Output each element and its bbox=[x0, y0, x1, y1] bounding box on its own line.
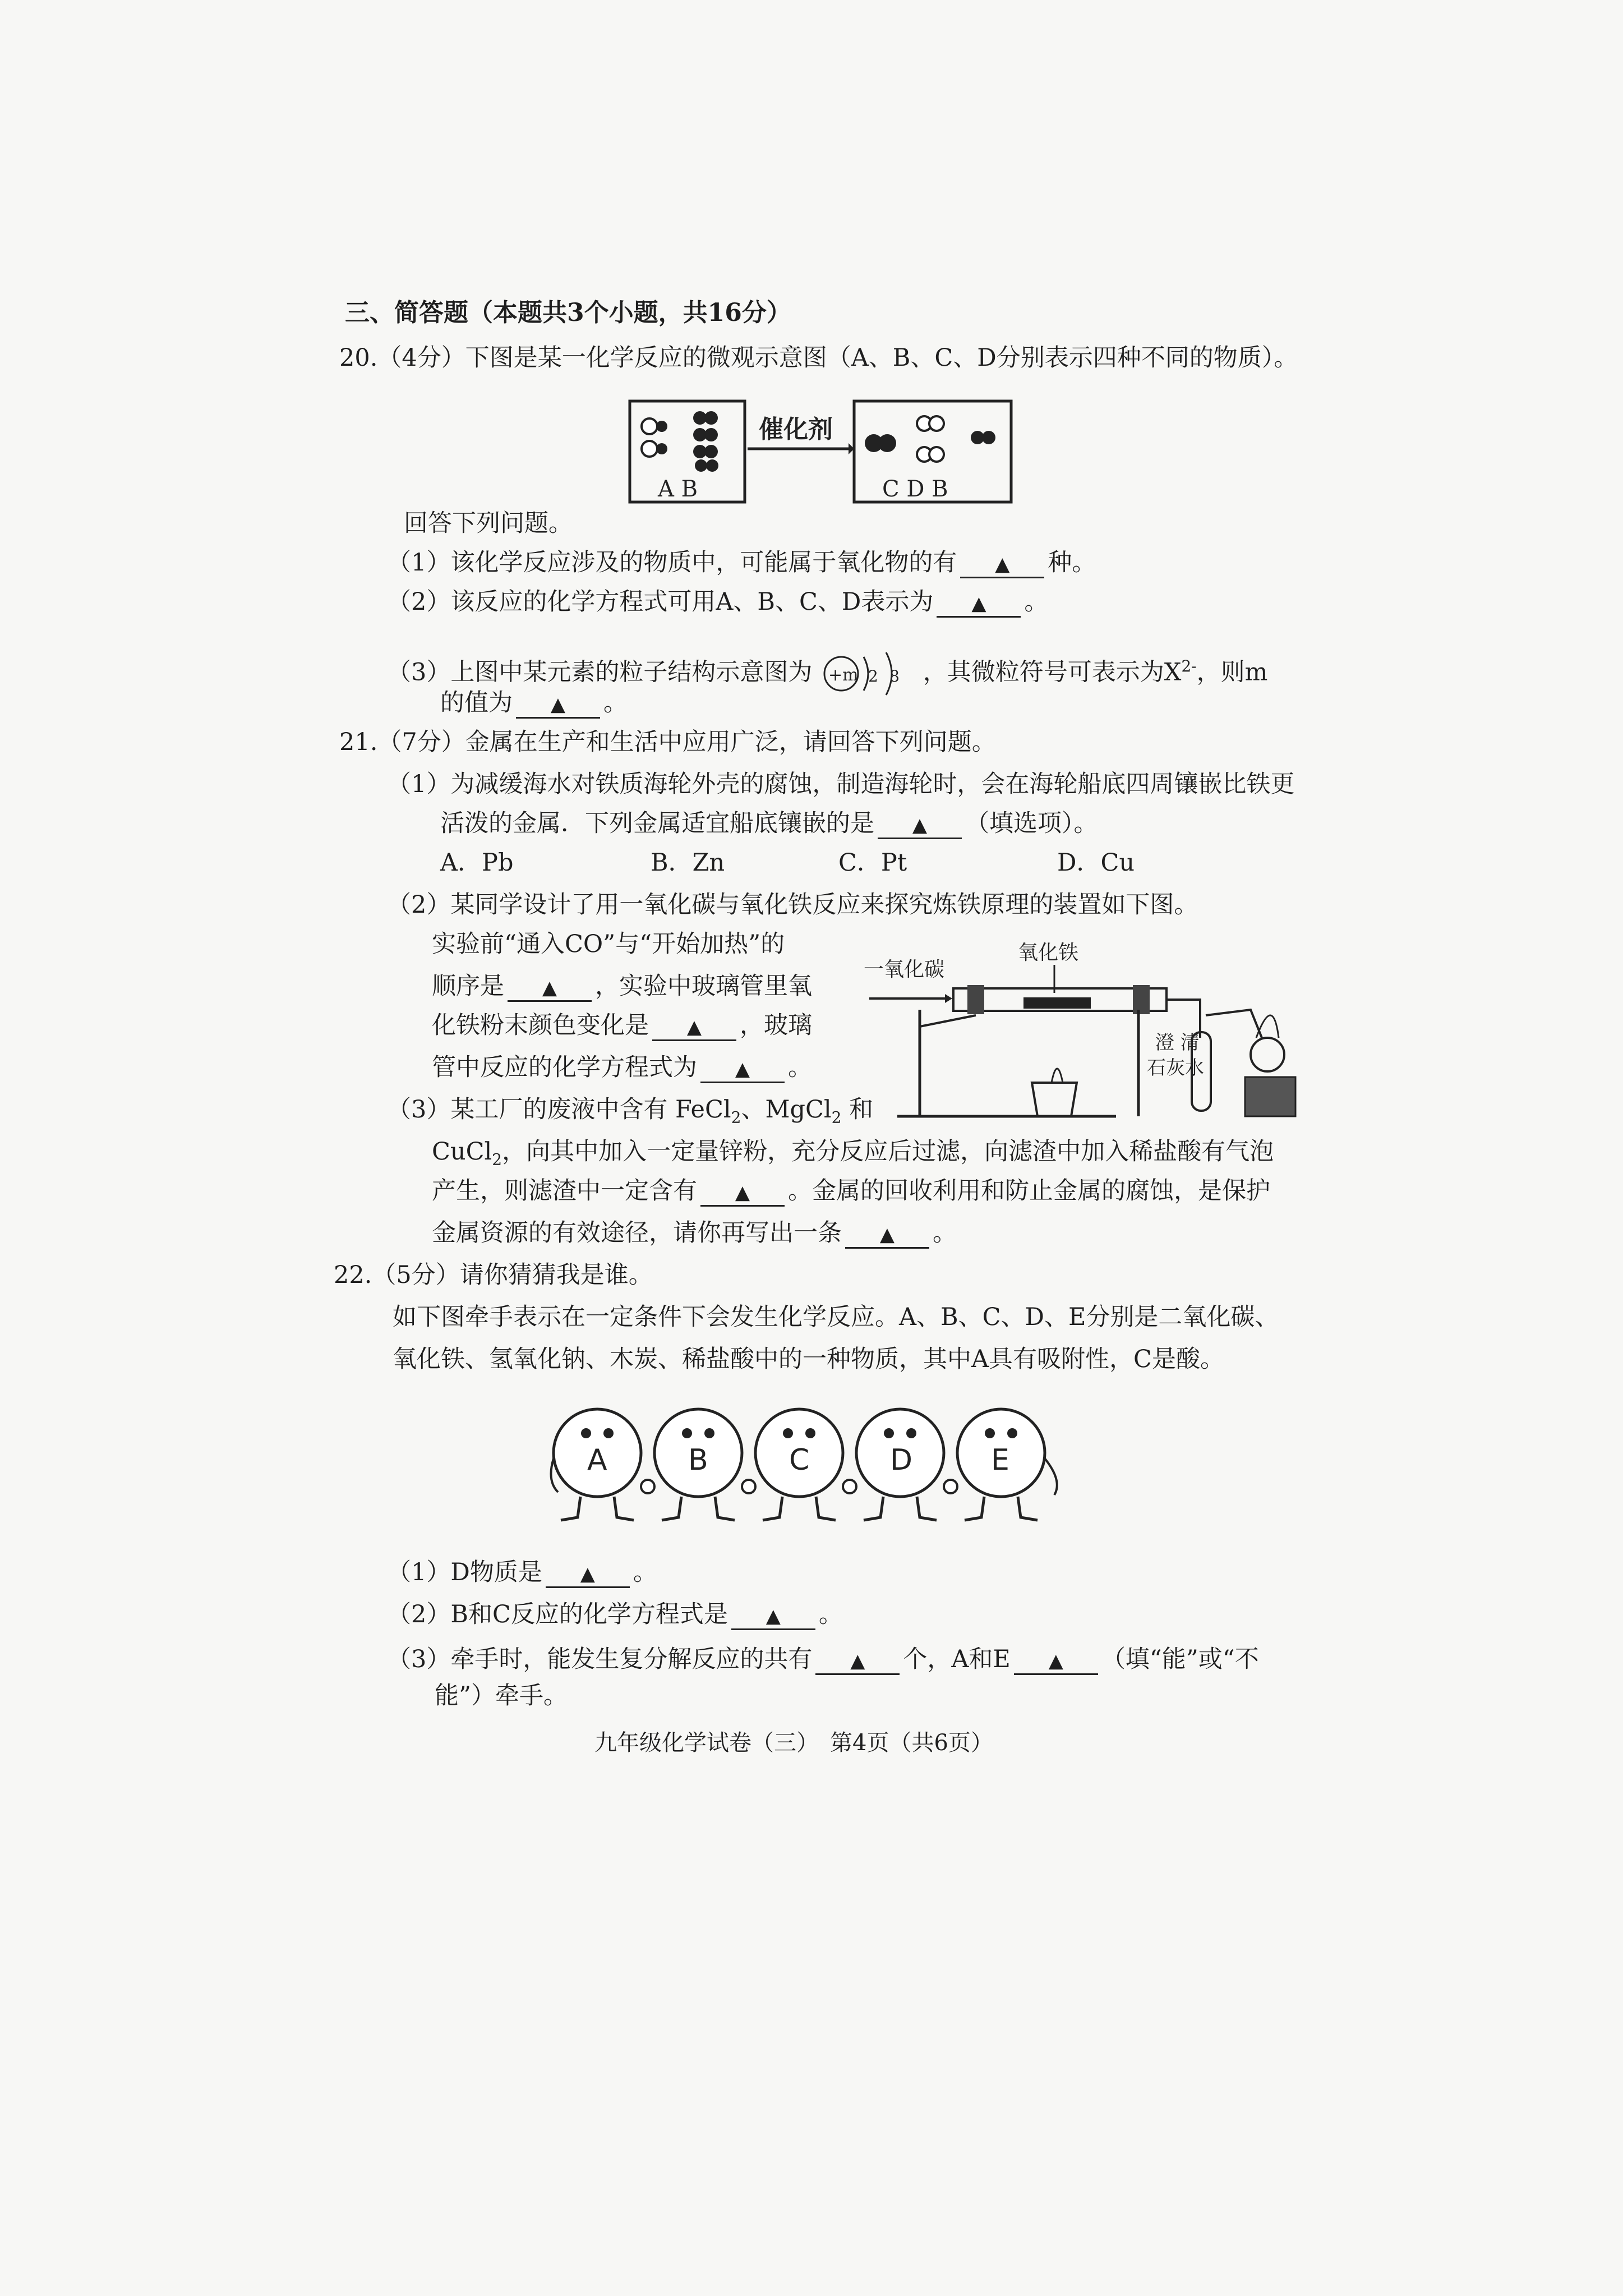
q21-part2-line5: 管中反应的化学方程式为 ▲ 。 bbox=[432, 1052, 812, 1083]
hand-holding-figure bbox=[547, 1397, 1068, 1531]
q21-option-a[interactable]: A．Pb bbox=[440, 849, 514, 877]
answer-blank[interactable]: ▲ bbox=[508, 974, 592, 1002]
character-c-icon bbox=[755, 1409, 843, 1520]
svg-text:2: 2 bbox=[868, 667, 878, 686]
alcohol-lamp-icon bbox=[1032, 1083, 1077, 1116]
svg-text:B: B bbox=[688, 1443, 708, 1477]
q22-intro-line2: 氧化铁、氢氧化钠、木炭、稀盐酸中的一种物质，其中A具有吸附性，C是酸。 bbox=[393, 1345, 1224, 1373]
svg-text:氧化铁: 氧化铁 bbox=[1018, 941, 1079, 964]
q21-part3-line4: 金属资源的有效途径，请你再写出一条 ▲ 。 bbox=[432, 1217, 957, 1249]
molecule-b-leftover-icon bbox=[971, 431, 995, 444]
tail-gas-burner-icon bbox=[1251, 1038, 1284, 1071]
svg-text:C D B: C D B bbox=[882, 476, 948, 502]
q22-intro-line1: 如下图牵手表示在一定条件下会发生化学反应。A、B、C、D、E分别是二氧化碳、 bbox=[393, 1303, 1279, 1331]
svg-text:D: D bbox=[890, 1443, 913, 1477]
character-d-icon bbox=[856, 1409, 944, 1520]
q20-part3: （3）上图中某元素的粒子结构示意图为 +m 2 8 ，其微粒符号可表示为$X^{2-}$，则m bbox=[387, 651, 1267, 696]
q20-part3-line2: 的值为 ▲ 。 bbox=[440, 687, 628, 719]
iron-oxide-powder-icon bbox=[1023, 997, 1091, 1009]
q21-part3-line3: 产生，则滤渣中一定含有 ▲ 。金属的回收利用和防止金属的腐蚀，是保护 bbox=[432, 1175, 1270, 1207]
molecule-a-icon bbox=[642, 418, 667, 457]
answer-blank[interactable]: ▲ bbox=[960, 550, 1044, 578]
character-a-icon bbox=[551, 1409, 642, 1520]
q20-stem: 20.（4分）下图是某一化学反应的微观示意图（A、B、C、D分别表示四种不同的物质）。 bbox=[339, 344, 1298, 372]
answer-blank[interactable]: ▲ bbox=[937, 590, 1021, 618]
svg-text:澄 清: 澄 清 bbox=[1155, 1032, 1200, 1054]
q21-part1-line2: 活泼的金属．下列金属适宜船底镶嵌的是 ▲ （填选项）。 bbox=[440, 808, 1098, 839]
answer-blank[interactable]: ▲ bbox=[546, 1560, 630, 1588]
answer-blank[interactable]: ▲ bbox=[652, 1013, 736, 1041]
atom-structure-icon bbox=[820, 651, 915, 696]
q21-part3-line2: CuCl$_2$，向其中加入一定量锌粉，充分反应后过滤，向滤渣中加入稀盐酸有气泡 bbox=[432, 1138, 1274, 1169]
q21-part1-line1: （1）为减缓海水对铁质海轮外壳的腐蚀，制造海轮时，会在海轮船底四周镶嵌比铁更 bbox=[387, 770, 1295, 798]
support-block-icon bbox=[1245, 1077, 1295, 1116]
q21-part2-line4: 化铁粉末颜色变化是 ▲ ，玻璃 bbox=[432, 1010, 812, 1041]
q20-intro: 回答下列问题。 bbox=[404, 509, 573, 537]
molecule-b-icon bbox=[693, 411, 718, 472]
page-footer: 九年级化学试卷（三） 第4页（共6页） bbox=[594, 1730, 993, 1756]
q21-option-c[interactable]: C．Pt bbox=[838, 849, 907, 877]
q21-option-b[interactable]: B．Zn bbox=[651, 849, 725, 877]
answer-blank[interactable]: ▲ bbox=[731, 1602, 815, 1630]
svg-text:E: E bbox=[991, 1443, 1009, 1477]
character-e-icon bbox=[957, 1409, 1057, 1520]
q21-option-d[interactable]: D．Cu bbox=[1057, 849, 1135, 877]
answer-blank[interactable]: ▲ bbox=[845, 1221, 929, 1249]
answer-blank[interactable]: ▲ bbox=[700, 1055, 785, 1083]
q22-part1: （1）D物质是 ▲ 。 bbox=[387, 1557, 657, 1588]
molecule-c-icon bbox=[865, 434, 896, 452]
svg-text:A: A bbox=[587, 1443, 607, 1477]
svg-text:C: C bbox=[789, 1443, 810, 1477]
answer-blank[interactable]: ▲ bbox=[1014, 1647, 1098, 1675]
q22-stem: 22.（5分）请你猜猜我是谁。 bbox=[334, 1261, 653, 1289]
q22-part3-line2: 能”）牵手。 bbox=[435, 1682, 568, 1710]
svg-text:石灰水: 石灰水 bbox=[1147, 1057, 1204, 1079]
co-fe2o3-apparatus-diagram bbox=[864, 926, 1301, 1133]
section-heading: 三、简答题（本题共3个小题，共16分） bbox=[345, 298, 791, 327]
svg-text:A B: A B bbox=[658, 476, 698, 502]
answer-blank[interactable]: ▲ bbox=[815, 1647, 900, 1675]
answer-blank[interactable]: ▲ bbox=[700, 1179, 785, 1207]
svg-text:催化剂: 催化剂 bbox=[759, 415, 833, 444]
q21-part3-line1: （3）某工厂的废液中含有 FeCl$_2$、MgCl$_2$ 和 bbox=[387, 1096, 874, 1127]
svg-text:一氧化碳: 一氧化碳 bbox=[864, 958, 945, 981]
q22-part2: （2）B和C反应的化学方程式是 ▲ 。 bbox=[387, 1599, 843, 1630]
character-b-icon bbox=[654, 1409, 742, 1520]
q21-stem: 21.（7分）金属在生产和生活中应用广泛，请回答下列问题。 bbox=[339, 728, 996, 756]
q21-part2-line1: （2）某同学设计了用一氧化碳与氧化铁反应来探究炼铁原理的装置如下图。 bbox=[387, 891, 1198, 919]
q22-part3: （3）牵手时，能发生复分解反应的共有 ▲ 个，A和E ▲ （填“能”或“不 bbox=[387, 1644, 1259, 1675]
molecule-d-icon bbox=[917, 416, 944, 462]
answer-blank[interactable]: ▲ bbox=[516, 691, 600, 719]
answer-blank[interactable]: ▲ bbox=[878, 811, 962, 839]
q20-part2: （2）该反应的化学方程式可用A、B、C、D表示为 ▲ 。 bbox=[387, 586, 1048, 618]
q21-part2-line2: 实验前“通入CO”与“开始加热”的 bbox=[432, 930, 785, 958]
q20-part1: （1）该化学反应涉及的物质中，可能属于氧化物的有 ▲ 种。 bbox=[387, 547, 1096, 578]
svg-text:8: 8 bbox=[889, 667, 900, 686]
q21-part2-line3: 顺序是 ▲ ，实验中玻璃管里氧 bbox=[432, 970, 812, 1002]
q20-reaction-diagram bbox=[627, 393, 1014, 508]
svg-text:+m: +m bbox=[828, 665, 859, 685]
